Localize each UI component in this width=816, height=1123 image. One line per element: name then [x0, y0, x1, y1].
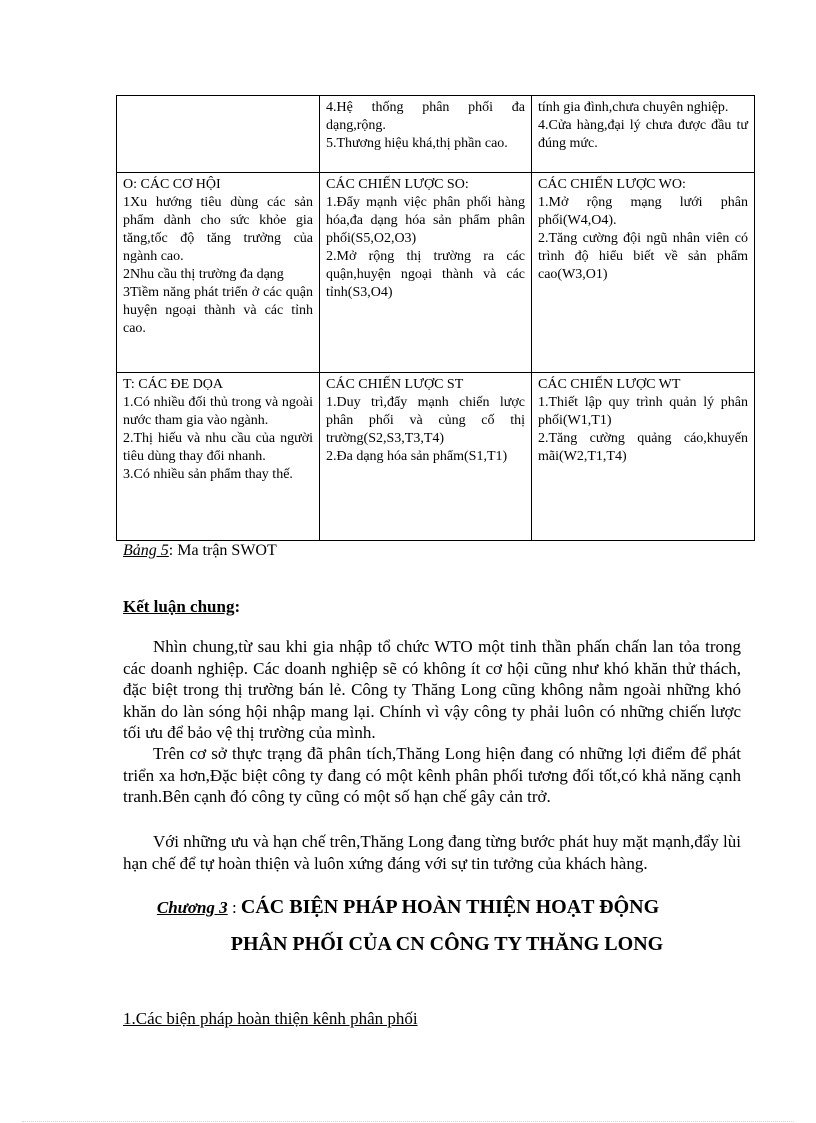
cell-line: 2.Đa dạng hóa sản phẩm(S1,T1): [326, 449, 508, 464]
cell-line: 1.Đẩy mạnh việc phân phối hàng hóa,đa dạng hóa sản phẩm phân phối(S5,O2,O3): [326, 195, 525, 246]
heading-suffix: :: [234, 597, 241, 616]
table-row: [117, 373, 755, 541]
cell-title: CÁC CHIẾN LƯỢC ST: [326, 377, 464, 392]
section-heading: 1.Các biện pháp hoàn thiện kênh phân phối: [123, 1009, 418, 1028]
cell-line: 1.Có nhiều đối thủ trong và ngoài nước tham gia vào ngành.: [123, 395, 313, 428]
chapter-title-text-2: PHÂN PHỐI CỦA CN CÔNG TY THĂNG LONG: [230, 933, 664, 955]
page-bottom-edge: [22, 1121, 794, 1122]
cell-title: T: CÁC ĐE DỌA: [123, 377, 224, 392]
caption-text: : Ma trận SWOT: [168, 542, 277, 559]
table-row: [117, 96, 755, 173]
chapter-label: Chương 3: [156, 898, 228, 917]
heading-text: Kết luận chung: [123, 597, 235, 616]
cell-line: 1.Mở rộng mạng lưới phân phối(W4,O4).: [538, 195, 748, 228]
swot-cell-threats: [117, 373, 320, 541]
cell-line: 2Nhu cầu thị trường đa dạng: [123, 267, 284, 282]
table-row: [117, 173, 755, 373]
cell-line: 1Xu hướng tiêu dùng các sản phẩm dành cho sức khỏe gia tăng,tốc độ tăng trưởng của ngành cao.: [123, 195, 313, 264]
cell-title: CÁC CHIẾN LƯỢC WT: [538, 377, 681, 392]
swot-cell-strengths-cont: [320, 96, 532, 173]
cell-line: 2.Tăng cường quảng cáo,khuyến mãi(W2,T1,T4): [538, 431, 748, 464]
table-caption: [123, 542, 277, 560]
cell-title: CÁC CHIẾN LƯỢC SO:: [326, 177, 469, 192]
cell-line: 4.Cửa hàng,đại lý chưa được đầu tư đúng mức.: [538, 118, 748, 151]
caption-label: Bảng 5: [123, 542, 169, 559]
cell-line: 3Tiềm năng phát triển ở các quận huyện ngoại thành và các tỉnh cao.: [123, 285, 313, 336]
swot-matrix-table: [116, 95, 755, 541]
conclusion-heading: [123, 597, 240, 617]
cell-line: 2.Mở rộng thị trường ra các quận,huyện ngoại thành và các tỉnh(S3,O4): [326, 249, 525, 300]
cell-line: 1.Duy trì,đẩy mạnh chiến lược phân phối và củng cố thị trường(S2,S3,T3,T4): [326, 395, 525, 446]
swot-cell-wo-strategies: [532, 173, 755, 373]
chapter-title-line-1: [0, 896, 816, 919]
cell-line: 2.Thị hiếu và nhu cầu của người tiêu dùng thay đổi nhanh.: [123, 431, 313, 464]
swot-cell-opportunities: [117, 173, 320, 373]
paragraph: Nhìn chung,từ sau khi gia nhập tổ chức WTO một tinh thần phấn chấn lan tỏa trong các doanh nghiệp. Các doanh nghiệp sẽ có không ít cơ hội cũng như khó khăn thử thách, đặc biệt trong thị trường bán lẻ. Công ty Thăng Long cũng không nằm ngoài những khó khăn do làn sóng hội nhập mang lại. Chính vì vậy công ty phải luôn có những chiến lược tối ưu để bảo vệ thị trường của mình.: [123, 637, 741, 742]
cell-title: CÁC CHIẾN LƯỢC WO:: [538, 177, 686, 192]
chapter-separator: :: [227, 898, 241, 917]
swot-cell-empty: [117, 96, 320, 173]
swot-cell-weaknesses-cont: [532, 96, 755, 173]
swot-cell-wt-strategies: [532, 373, 755, 541]
swot-cell-so-strategies: [320, 173, 532, 373]
chapter-title-line-2: [0, 933, 816, 956]
paragraph: Trên cơ sở thực trạng đã phân tích,Thăng Long hiện đang có những lợi điểm để phát triển xa hơn,Đặc biệt công ty đang có một kênh phân phối tương đối tốt,có khả năng cạnh tranh.Bên cạnh đó công ty cũng có một số hạn chế gây cản trở.: [123, 744, 741, 806]
cell-line: 5.Thương hiệu khá,thị phần cao.: [326, 136, 508, 151]
cell-line: tính gia đình,chưa chuyên nghiệp.: [538, 100, 729, 115]
cell-line: 1.Thiết lập quy trình quản lý phân phối(W1,T1): [538, 395, 748, 428]
paragraph: Với những ưu và hạn chế trên,Thăng Long đang từng bước phát huy mặt mạnh,đẩy lùi hạn chế để tự hoàn thiện và luôn xứng đáng với sự tin tưởng của khách hàng.: [123, 832, 741, 873]
chapter-title-text-1: CÁC BIỆN PHÁP HOÀN THIỆN HOẠT ĐỘNG: [240, 896, 660, 918]
cell-line: 2.Tăng cường đội ngũ nhân viên có trình độ hiểu biết về sản phẩm cao(W3,O1): [538, 231, 748, 282]
cell-line: 4.Hệ thống phân phối đa dạng,rộng.: [326, 100, 525, 133]
swot-cell-st-strategies: [320, 373, 532, 541]
cell-title: O: CÁC CƠ HỘI: [123, 177, 221, 192]
cell-line: 3.Có nhiều sản phẩm thay thế.: [123, 467, 293, 482]
